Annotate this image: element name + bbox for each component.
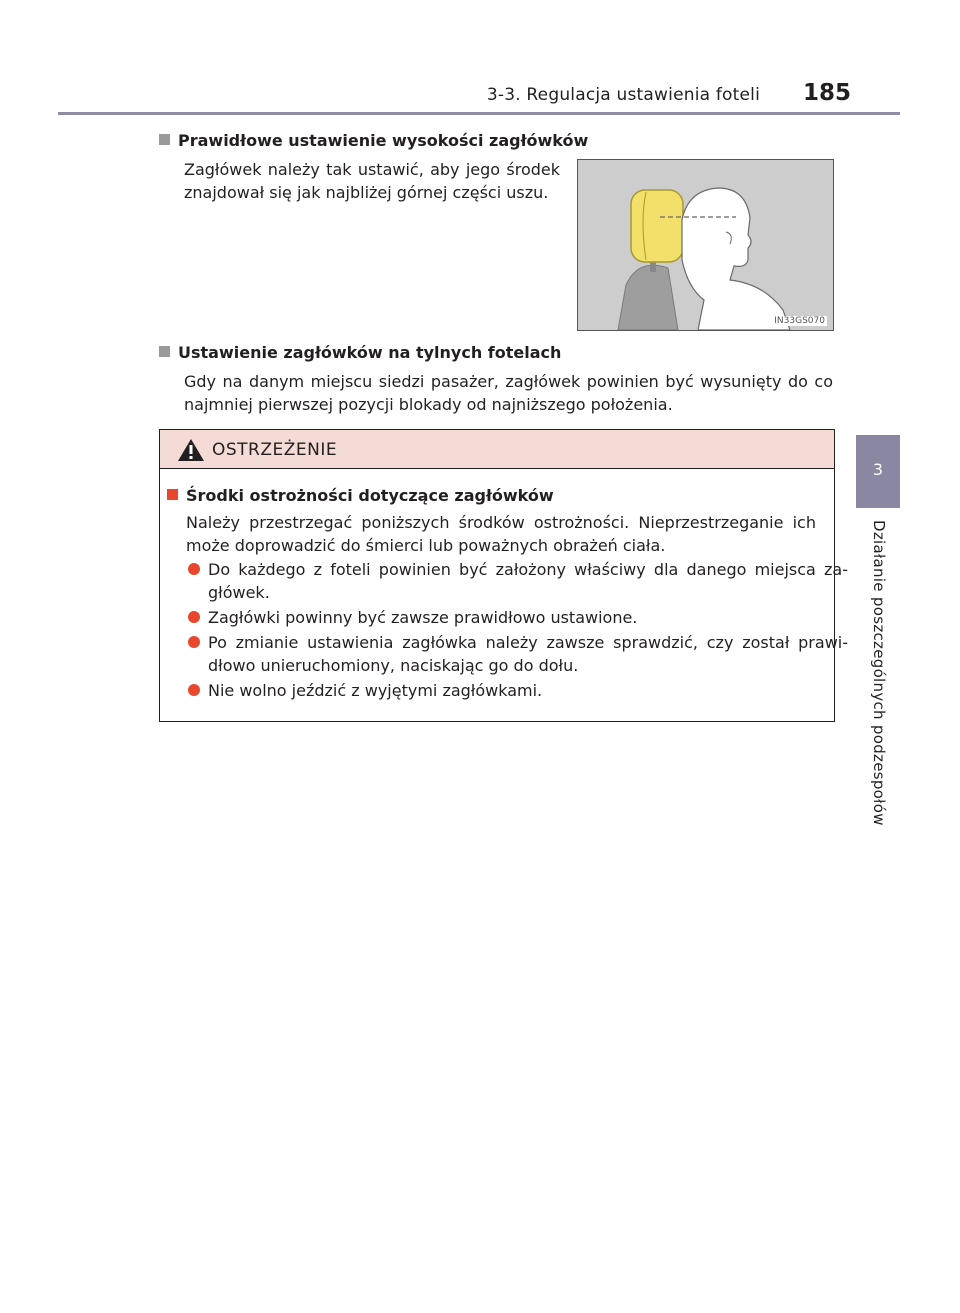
chapter-number: 3 [872, 460, 884, 479]
warning-title: OSTRZEŻENIE [212, 440, 338, 460]
warning-bullet [184, 606, 848, 629]
figure-code: IN33GS070 [774, 316, 825, 326]
square-bullet-icon [159, 134, 170, 145]
headrest-illustration [577, 159, 834, 331]
section-heading-text: Prawidłowe ustawienie wysokości zagłówków [178, 131, 589, 150]
square-bullet-icon [167, 489, 178, 500]
section-text-rear: Gdy na danym miejscu siedzi pasażer, zagłówek powinien być wysunięty do co najmniej pierwszej pozycji blokady od najniższego położenia. [184, 372, 833, 414]
warning-bullet-text: Nie wolno jeździć z wyjętymi zagłówkami. [208, 681, 543, 700]
bullet-dot-icon [188, 636, 200, 648]
page-number: 185 [803, 80, 852, 106]
warning-heading [167, 486, 554, 505]
section-text-height: Zagłówek należy tak ustawić, aby jego środek znajdował się jak najbliżej górnej części uszu. [184, 160, 560, 202]
chapter-label: Działanie poszczególnych podzespołów [870, 520, 888, 826]
section-heading-rear [159, 343, 561, 362]
bullet-dot-icon [188, 563, 200, 575]
warning-bullet [184, 631, 848, 677]
header-title: 3-3. Regulacja ustawienia foteli [486, 85, 760, 105]
headrest-diagram-icon [578, 160, 833, 330]
section-heading-text: Ustawienie zagłówków na tylnych fotelach [178, 343, 562, 362]
section-heading-height [159, 131, 588, 150]
square-bullet-icon [159, 346, 170, 357]
warning-bullet-text: Zagłówki powinny być zawsze prawidłowo ustawione. [208, 608, 638, 627]
warning-intro: Należy przestrzegać poniższych środków ostrożności. Nieprzestrzeganie ich może doprowadzić do śmierci lub poważnych obrażeń ciała. [186, 513, 816, 555]
bullet-dot-icon [188, 611, 200, 623]
header-rule [58, 112, 900, 115]
warning-triangle-icon [177, 438, 205, 462]
bullet-dot-icon [188, 684, 200, 696]
warning-bullet-text: Do każdego z foteli powinien być założony właściwy dla danego miejsca za-główek. [208, 560, 848, 602]
warning-box [159, 429, 848, 722]
warning-bullet [184, 679, 848, 702]
warning-heading-text: Środki ostrożności dotyczące zagłówków [186, 486, 554, 505]
warning-bullet [184, 558, 848, 604]
warning-header [160, 430, 834, 469]
warning-bullet-text: Po zmianie ustawienia zagłówka należy zawsze sprawdzić, czy został prawi-dłowo unieruchomiony, naciskając go do dołu. [208, 633, 848, 675]
